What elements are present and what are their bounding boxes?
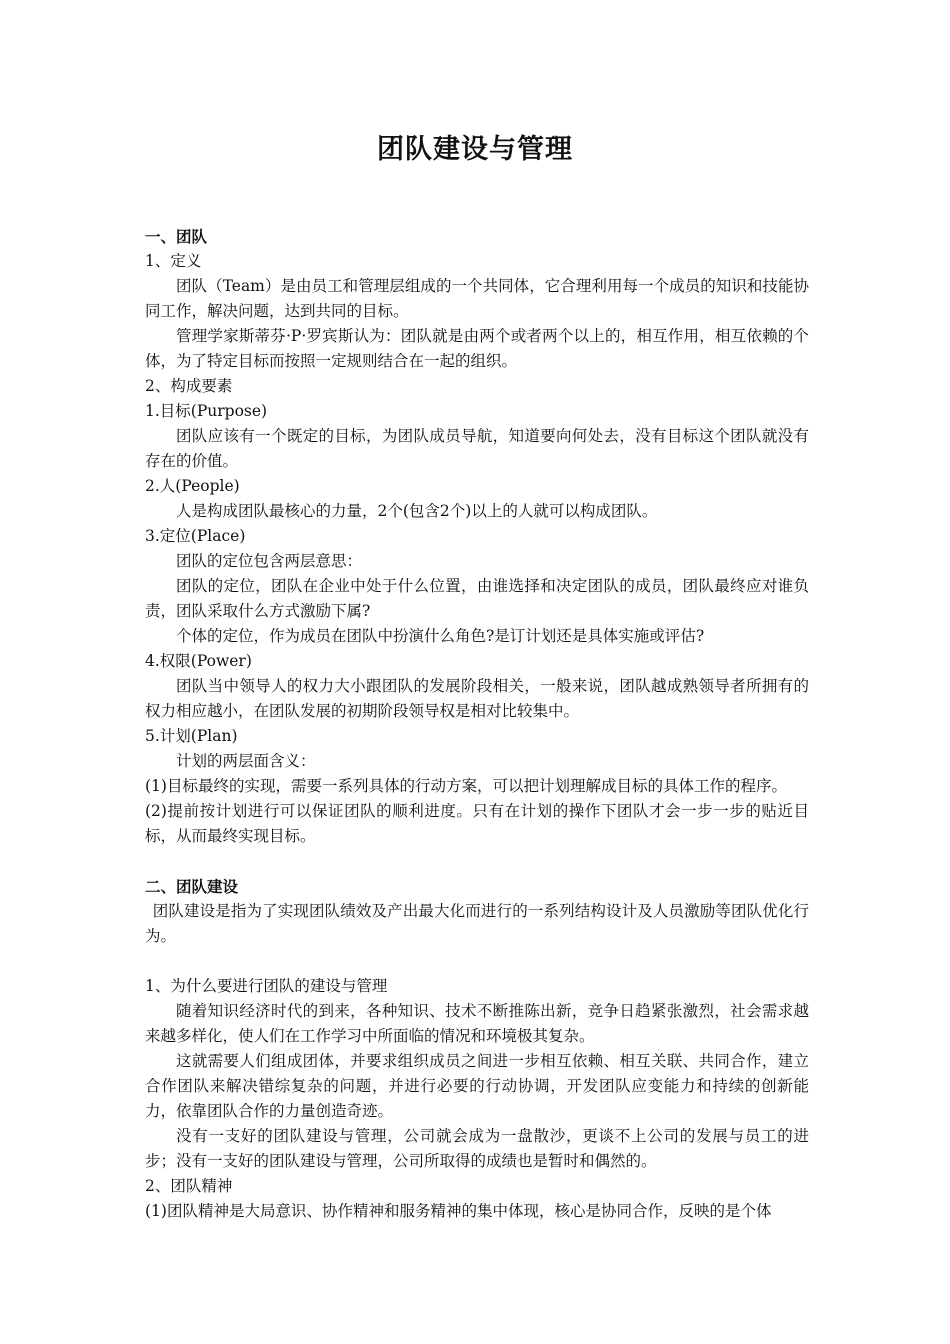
people-heading: 2.人(People) bbox=[145, 477, 240, 495]
section-2-heading: 二、团队建设 bbox=[145, 877, 239, 896]
section-1-heading: 一、团队 bbox=[145, 227, 208, 246]
people-paragraph: 人是构成团队最核心的力量，2个(包含2个)以上的人就可以构成团队。 bbox=[176, 502, 658, 520]
place-paragraph-3: 个体的定位，作为成员在团队中扮演什么角色?是订计划还是具体实施或评估? bbox=[176, 627, 705, 645]
place-paragraph-2: 团队的定位，团队在企业中处于什么位置，由谁选择和决定团队的成员，团队最终应对谁负责，团队采取什么方式激励下属? bbox=[145, 577, 809, 620]
goal-heading: 1.目标(Purpose) bbox=[145, 402, 268, 420]
spirit-paragraph-1: (1)团队精神是大局意识、协作精神和服务精神的集中体现，核心是协同合作，反映的是个体 bbox=[145, 1202, 772, 1220]
definition-paragraph-1: 团队（Team）是由员工和管理层组成的一个共同体，它合理利用每一个成员的知识和技能协同工作，解决问题，达到共同的目标。 bbox=[145, 277, 809, 320]
why-paragraph-2: 这就需要人们组成团体，并要求组织成员之间进一步相互依赖、相互关联、共同合作，建立合作团队来解决错综复杂的问题，并进行必要的行动协调，开发团队应变能力和持续的创新能力，依靠团队合作的力量创造奇迹。 bbox=[145, 1052, 809, 1120]
plan-heading: 5.计划(Plan) bbox=[145, 727, 238, 745]
power-heading: 4.权限(Power) bbox=[145, 652, 252, 670]
team-building-intro: 团队建设是指为了实现团队绩效及产出最大化而进行的一系列结构设计及人员激励等团队优化行为。 bbox=[145, 902, 809, 945]
document-body bbox=[145, 224, 809, 1224]
section-spacer bbox=[145, 949, 809, 974]
plan-paragraph-1: 计划的两层面含义： bbox=[176, 752, 316, 770]
document-title: 团队建设与管理 bbox=[377, 134, 573, 165]
plan-paragraph-2: (1)目标最终的实现，需要一系列具体的行动方案，可以把计划理解成目标的具体工作的程序。 bbox=[145, 777, 787, 795]
power-paragraph: 团队当中领导人的权力大小跟团队的发展阶段相关，一般来说，团队越成熟领导者所拥有的权力相应越小，在团队发展的初期阶段领导权是相对比较集中。 bbox=[145, 677, 809, 720]
section-spacer bbox=[145, 849, 809, 874]
plan-paragraph-3: (2)提前按计划进行可以保证团队的顺利进度。只有在计划的操作下团队才会一步一步的贴近目标，从而最终实现目标。 bbox=[145, 802, 809, 845]
spirit-heading: 2、团队精神 bbox=[145, 1177, 233, 1195]
definition-heading: 1、定义 bbox=[145, 252, 202, 270]
elements-heading: 2、构成要素 bbox=[145, 377, 233, 395]
goal-paragraph: 团队应该有一个既定的目标，为团队成员导航，知道要向何处去，没有目标这个团队就没有存在的价值。 bbox=[145, 427, 809, 470]
place-heading: 3.定位(Place) bbox=[145, 527, 246, 545]
place-paragraph-1: 团队的定位包含两层意思： bbox=[176, 552, 363, 570]
why-heading: 1、为什么要进行团队的建设与管理 bbox=[145, 977, 388, 995]
why-paragraph-1: 随着知识经济时代的到来，各种知识、技术不断推陈出新，竞争日趋紧张激烈，社会需求越来越多样化，使人们在工作学习中所面临的情况和环境极其复杂。 bbox=[145, 1002, 809, 1045]
definition-paragraph-2: 管理学家斯蒂芬·P·罗宾斯认为：团队就是由两个或者两个以上的，相互作用，相互依赖的个体，为了特定目标而按照一定规则结合在一起的组织。 bbox=[145, 327, 809, 370]
why-paragraph-3: 没有一支好的团队建设与管理，公司就会成为一盘散沙，更谈不上公司的发展与员工的进步；没有一支好的团队建设与管理，公司所取得的成绩也是暂时和偶然的。 bbox=[145, 1127, 809, 1170]
